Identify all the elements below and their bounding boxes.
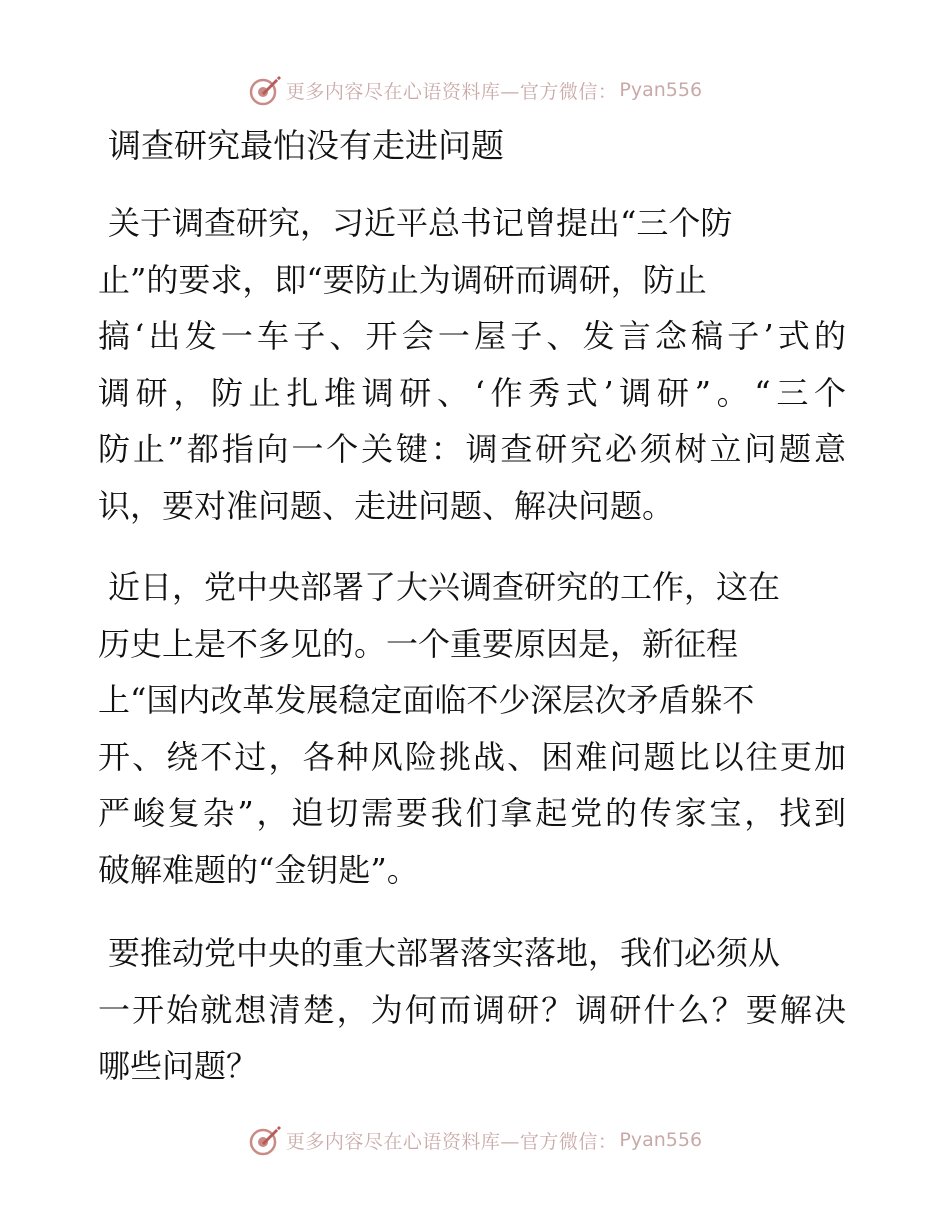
watermark-handle: Pyan556 (619, 1129, 703, 1151)
paragraph-line: 防止”都指向一个关键：调查研究必须树立问题意 (98, 430, 846, 468)
paragraph-line: 哪些问题？ (98, 1047, 259, 1085)
paragraph-line: 止”的要求，即“要防止为调研而调研，防止 (98, 260, 707, 299)
watermark-handle: Pyan556 (619, 79, 703, 101)
paragraph-line: 严峻复杂”，迫切需要我们拿起党的传家宝，找到 (98, 794, 846, 832)
paragraph-line: 要推动党中央的重大部署落实落地，我们必须从 (108, 934, 781, 972)
paragraph-line: 开、绕不过，各种风险挑战、困难问题比以往更加 (98, 737, 846, 776)
watermark-text: 更多内容尽在心语资料库—官方微信： (285, 1130, 618, 1153)
quill-logo-icon (248, 73, 282, 107)
header-watermark (0, 70, 950, 110)
paragraph-3 (98, 925, 858, 1095)
paragraph-line: 一开始就想清楚，为何而调研？调研什么？要解决 (98, 990, 846, 1029)
quill-logo-icon (248, 1123, 282, 1157)
paragraph-line: 识，要对准问题、走进问题、解决问题。 (98, 486, 675, 525)
paragraph-line: 关于调查研究，习近平总书记曾提出“三个防 (108, 204, 733, 242)
watermark-text: 更多内容尽在心语资料库—官方微信： (285, 80, 618, 103)
paragraph-line: 近日，党中央部署了大兴调查研究的工作，这在 (108, 568, 781, 606)
footer-watermark (0, 1120, 950, 1160)
paragraph-line: 破解难题的“金钥匙”。 (98, 850, 419, 889)
paragraph-2 (98, 559, 858, 898)
paragraph-line: 上“国内改革发展稳定面临不少深层次矛盾躲不 (98, 681, 755, 719)
paragraph-line: 调研，防止扎堆调研、‘作秀式’调研”。“三个 (98, 373, 846, 412)
paragraph-line: 搞‘出发一车子、开会一屋子、发言念稿子’式的 (98, 317, 846, 355)
document-title: 调查研究最怕没有走进问题 (108, 126, 504, 165)
paragraph-1 (98, 195, 858, 534)
paragraph-line: 历史上是不多见的。一个重要原因是，新征程 (98, 624, 739, 663)
